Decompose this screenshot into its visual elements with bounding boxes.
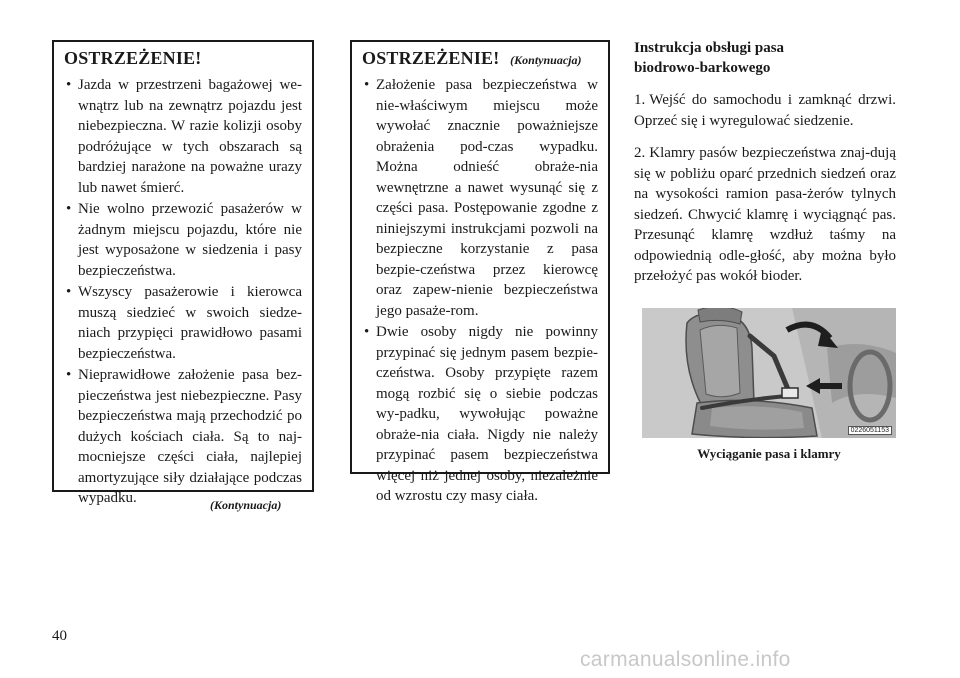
warning-title-text: OSTRZEŻENIE! — [362, 48, 500, 68]
warning-box-middle — [350, 40, 610, 504]
warning-title — [362, 48, 598, 69]
instructions-section — [634, 38, 896, 299]
watermark: carmanualsonline.info — [580, 648, 791, 671]
page-number: 40 — [52, 628, 67, 644]
step-number: 2. — [634, 145, 646, 161]
step-text: Klamry pasów bezpieczeństwa znaj-dują się w pobliżu oparć przednich siedzeń oraz na wysokości ramion pasa-żerów tylnych siedzeń. Chwycić klamrę i wyciągnąć pas. Przesunąć klamrę wzdłuż taśmy na odpowiednią odle-głość, aby można było przełożyć pas wokół bioder. — [634, 145, 896, 284]
section-title-line1: Instrukcja obsługi pasa — [634, 40, 785, 56]
figure-code: 0226051153 — [848, 426, 892, 435]
warning-item: • Nieprawidłowe założenie pasa bez-pieczeństwa jest niebezpieczne. Pasy bezpieczeństwa mają przechodzić po dużych kościach ciała. Są to naj-mocniejsze części ciała, najlepiej amortyzujące siły działające podczas wypadku. — [64, 365, 302, 509]
warning-item: • Założenie pasa bezpieczeństwa w nie-właściwym miejscu może wywołać znacznie poważniejsze obrażenia pod-czas wypadku. Można odnieść obraże-nia wewnętrzne a nawet wysunąć się z części pasa. Postępowanie zgodne z niniejszymi instrukcjami pozwoli na bezpieczne korzystanie z pasa bezpie-czeństwa przez kierowcę oraz zapew-nienie bezpieczeństwa jego pasaże-rom. — [362, 75, 598, 321]
warning-item: • Wszyscy pasażerowie i kierowca muszą siedzieć w swoich siedze-niach przypięci prawidłowo pasami bezpieczeństwa. — [64, 282, 302, 364]
warning-title-continued: (Kontynuacja) — [510, 53, 582, 67]
warning-item: • Jazda w przestrzeni bagażowej we-wnątrz lub na zewnątrz pojazdu jest niebezpieczna. W razie kolizji osoby podróżujące w tych obszarach są bardziej narażone na poważne urazy lub nawet śmierć. — [64, 75, 302, 198]
section-title-line2: biodrowo-barkowego — [634, 60, 771, 76]
continued-label: (Kontynuacja) — [210, 498, 282, 512]
warning-title: OSTRZEŻENIE! — [64, 48, 202, 68]
step-number: 1. — [634, 92, 646, 108]
warning-list — [362, 75, 598, 507]
instruction-step — [634, 143, 896, 287]
warning-item: • Dwie osoby nigdy nie powinny przypinać się jednym pasem bezpie-czeństwa. Osoby przypięte razem mogą rozbić się o siebie podczas wy-padku, wywołując poważne obraże-nia ciała. Nigdy nie należy przypinać pasem bezpieczeństwa więcej niż jednej osoby, niezależnie od wzrostu czy masy ciała. — [362, 322, 598, 507]
step-text: Wejść do samochodu i zamknąć drzwi. Oprzeć się i wyregulować siedzenie. — [634, 92, 896, 129]
instruction-step — [634, 90, 896, 131]
section-title — [634, 38, 896, 78]
seat-illustration-graphic — [642, 308, 896, 438]
seatbelt-illustration — [642, 308, 896, 438]
warning-list — [64, 75, 302, 509]
figure-caption: Wyciąganie pasa i klamry — [697, 446, 841, 461]
warning-item: • Nie wolno przewozić pasażerów w żadnym miejscu pojazdu, które nie jest wyposażone w siedzenia i pasy bezpieczeństwa. — [64, 199, 302, 281]
